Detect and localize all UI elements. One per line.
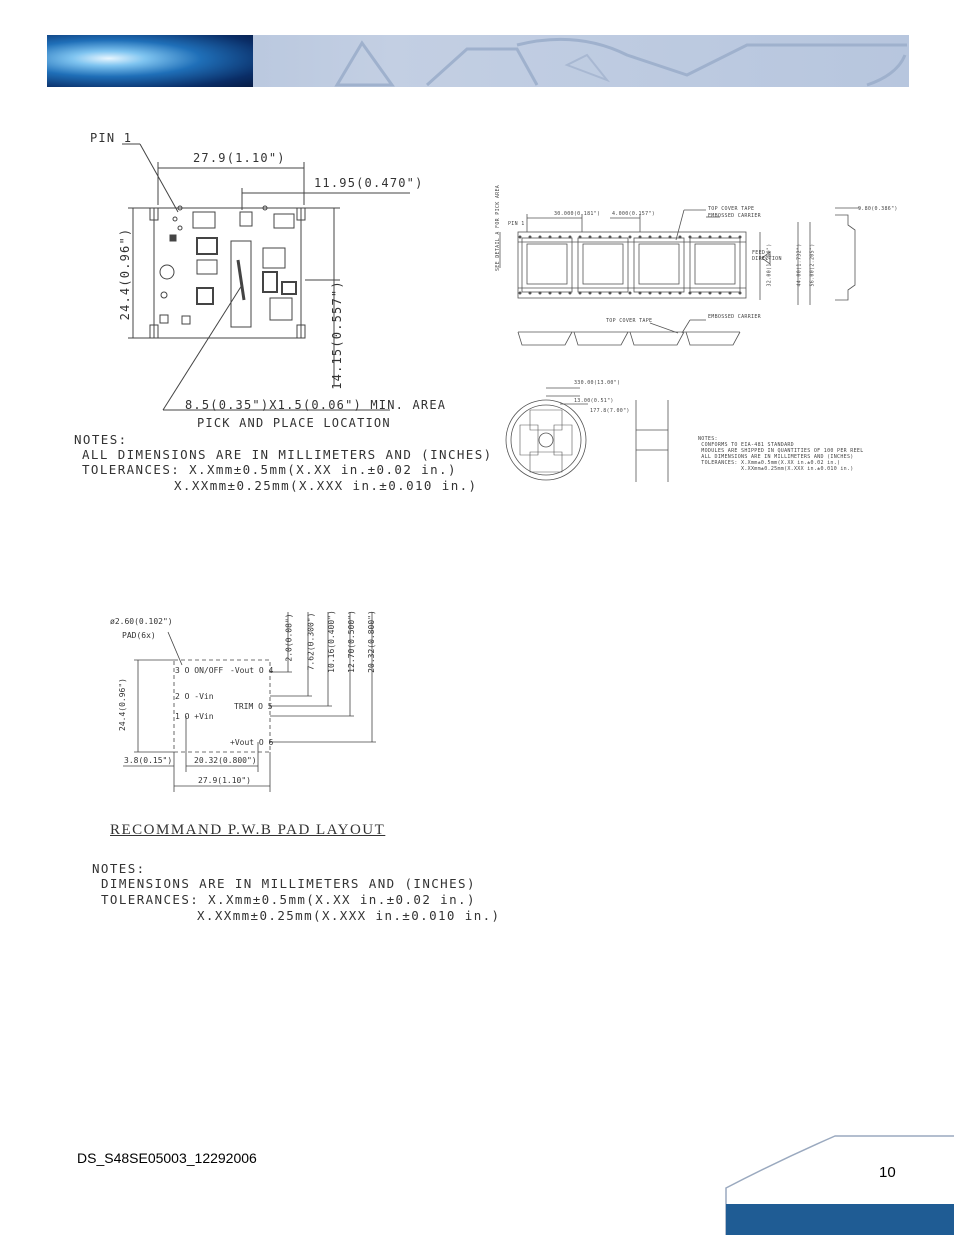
pad-pin1: 1 O +Vin <box>175 712 214 721</box>
tape-pitch2: 4.000(0.157") <box>612 211 656 217</box>
tape-top-cover-2: TOP COVER TAPE <box>606 318 653 324</box>
mech-notes-line1: ALL DIMENSIONS ARE IN MILLIMETERS AND (INCHES) <box>82 447 493 462</box>
dim-height-label: 24.4(0.96") <box>118 227 132 321</box>
pad-pin4: -Vout O 4 <box>230 666 274 675</box>
pad-hole-diameter: ø2.60(0.102") <box>110 617 173 626</box>
pad-notes-line3: X.XXmm±0.25mm(X.XXX in.±0.010 in.) <box>197 908 501 923</box>
pad-dim-height: 24.4(0.96") <box>117 678 127 731</box>
document-id: DS_S48SE05003_12292006 <box>77 1150 257 1166</box>
tape-pick-label: SEE DETAIL A FOR PICK AREA <box>495 184 501 271</box>
pad-count: PAD(6x) <box>122 631 156 640</box>
mech-notes-line2: TOLERANCES: X.Xmm±0.5mm(X.XX in.±0.02 in.) <box>82 462 457 477</box>
mech-notes-line3: X.XXmm±0.25mm(X.XXX in.±0.010 in.) <box>174 478 478 493</box>
pad-notes-title: NOTES: <box>92 861 146 876</box>
dim-offset-label: 11.95(0.470") <box>314 176 424 190</box>
pad-dim-pins: 20.32(0.800") <box>194 756 257 765</box>
pad-pin6: +Vout O 6 <box>230 738 274 747</box>
mech-notes-title: NOTES: <box>74 432 128 447</box>
tape-dim-w3: 56.00(2.205") <box>809 243 816 287</box>
tape-feed-direction: FEED DIRECTION <box>752 250 782 262</box>
pad-pin5: TRIM O 5 <box>234 702 273 711</box>
pad-pin3: 3 O ON/OFF <box>175 666 224 675</box>
pad-vdim1: 2.0(0.08") <box>284 613 294 662</box>
pad-notes-line1: DIMENSIONS ARE IN MILLIMETERS AND (INCHES) <box>101 876 476 891</box>
pad-vdim3: 10.16(0.400") <box>326 610 336 673</box>
pad-layout-title: RECOMMAND P.W.B PAD LAYOUT <box>110 822 386 838</box>
pick-area-label: 8.5(0.35")X1.5(0.06") MIN. AREA <box>185 398 447 412</box>
reel-hub1: 13.00(0.51") <box>574 398 614 404</box>
pad-dim-left: 3.8(0.15") <box>124 756 173 765</box>
page-number: 10 <box>879 1164 896 1181</box>
tape-dim-depth: 9.80(0.386") <box>858 206 898 212</box>
tape-top-cover: TOP COVER TAPE <box>708 206 755 212</box>
tape-dim-w2: 44.00(1.732") <box>796 243 803 287</box>
tape-pitch1: 30.000(0.181") <box>554 211 601 217</box>
dim-width-label: 27.9(1.10") <box>193 151 286 165</box>
tape-embossed-2: EMBOSSED CARRIER <box>708 314 761 320</box>
pad-vdim4: 12.70(0.500") <box>346 610 356 673</box>
pin1-label: PIN 1 <box>90 131 133 145</box>
pad-pin2: 2 O -Vin <box>175 692 214 701</box>
tape-dim-w1: 32.00(1.260") <box>766 243 773 287</box>
pad-vdim2: 7.62(0.300") <box>306 612 316 671</box>
tape-pin1: PIN 1 <box>508 221 525 227</box>
pad-notes-line2: TOLERANCES: X.Xmm±0.5mm(X.XX in.±0.02 in.) <box>101 892 476 907</box>
dim-pick-y-label: 14.15(0.557") <box>330 280 344 390</box>
tape-reel-notes: NOTES: CONFORMS TO EIA-481 STANDARD MODULES ARE SHIPPED IN QUANTITIES OF 100 PER REEL ALL DIMENSIONS ARE IN MILLIMETERS AND (INCHES) TOLERANCES: X.Xmm±0.5mm(X.XX in.±0.02 in.) X.XXmm±0.25mm(X.XXX in.±0.010 in.) <box>698 436 864 472</box>
reel-diameter: 330.00(13.00") <box>574 380 621 386</box>
tape-embossed: EMBOSSED CARRIER <box>708 213 761 219</box>
reel-hub2: 177.8(7.00") <box>590 408 630 414</box>
pick-location-label: PICK AND PLACE LOCATION <box>197 416 391 430</box>
pad-vdim5: 20.32(0.800") <box>366 610 376 673</box>
pad-dim-width: 27.9(1.10") <box>198 776 251 785</box>
